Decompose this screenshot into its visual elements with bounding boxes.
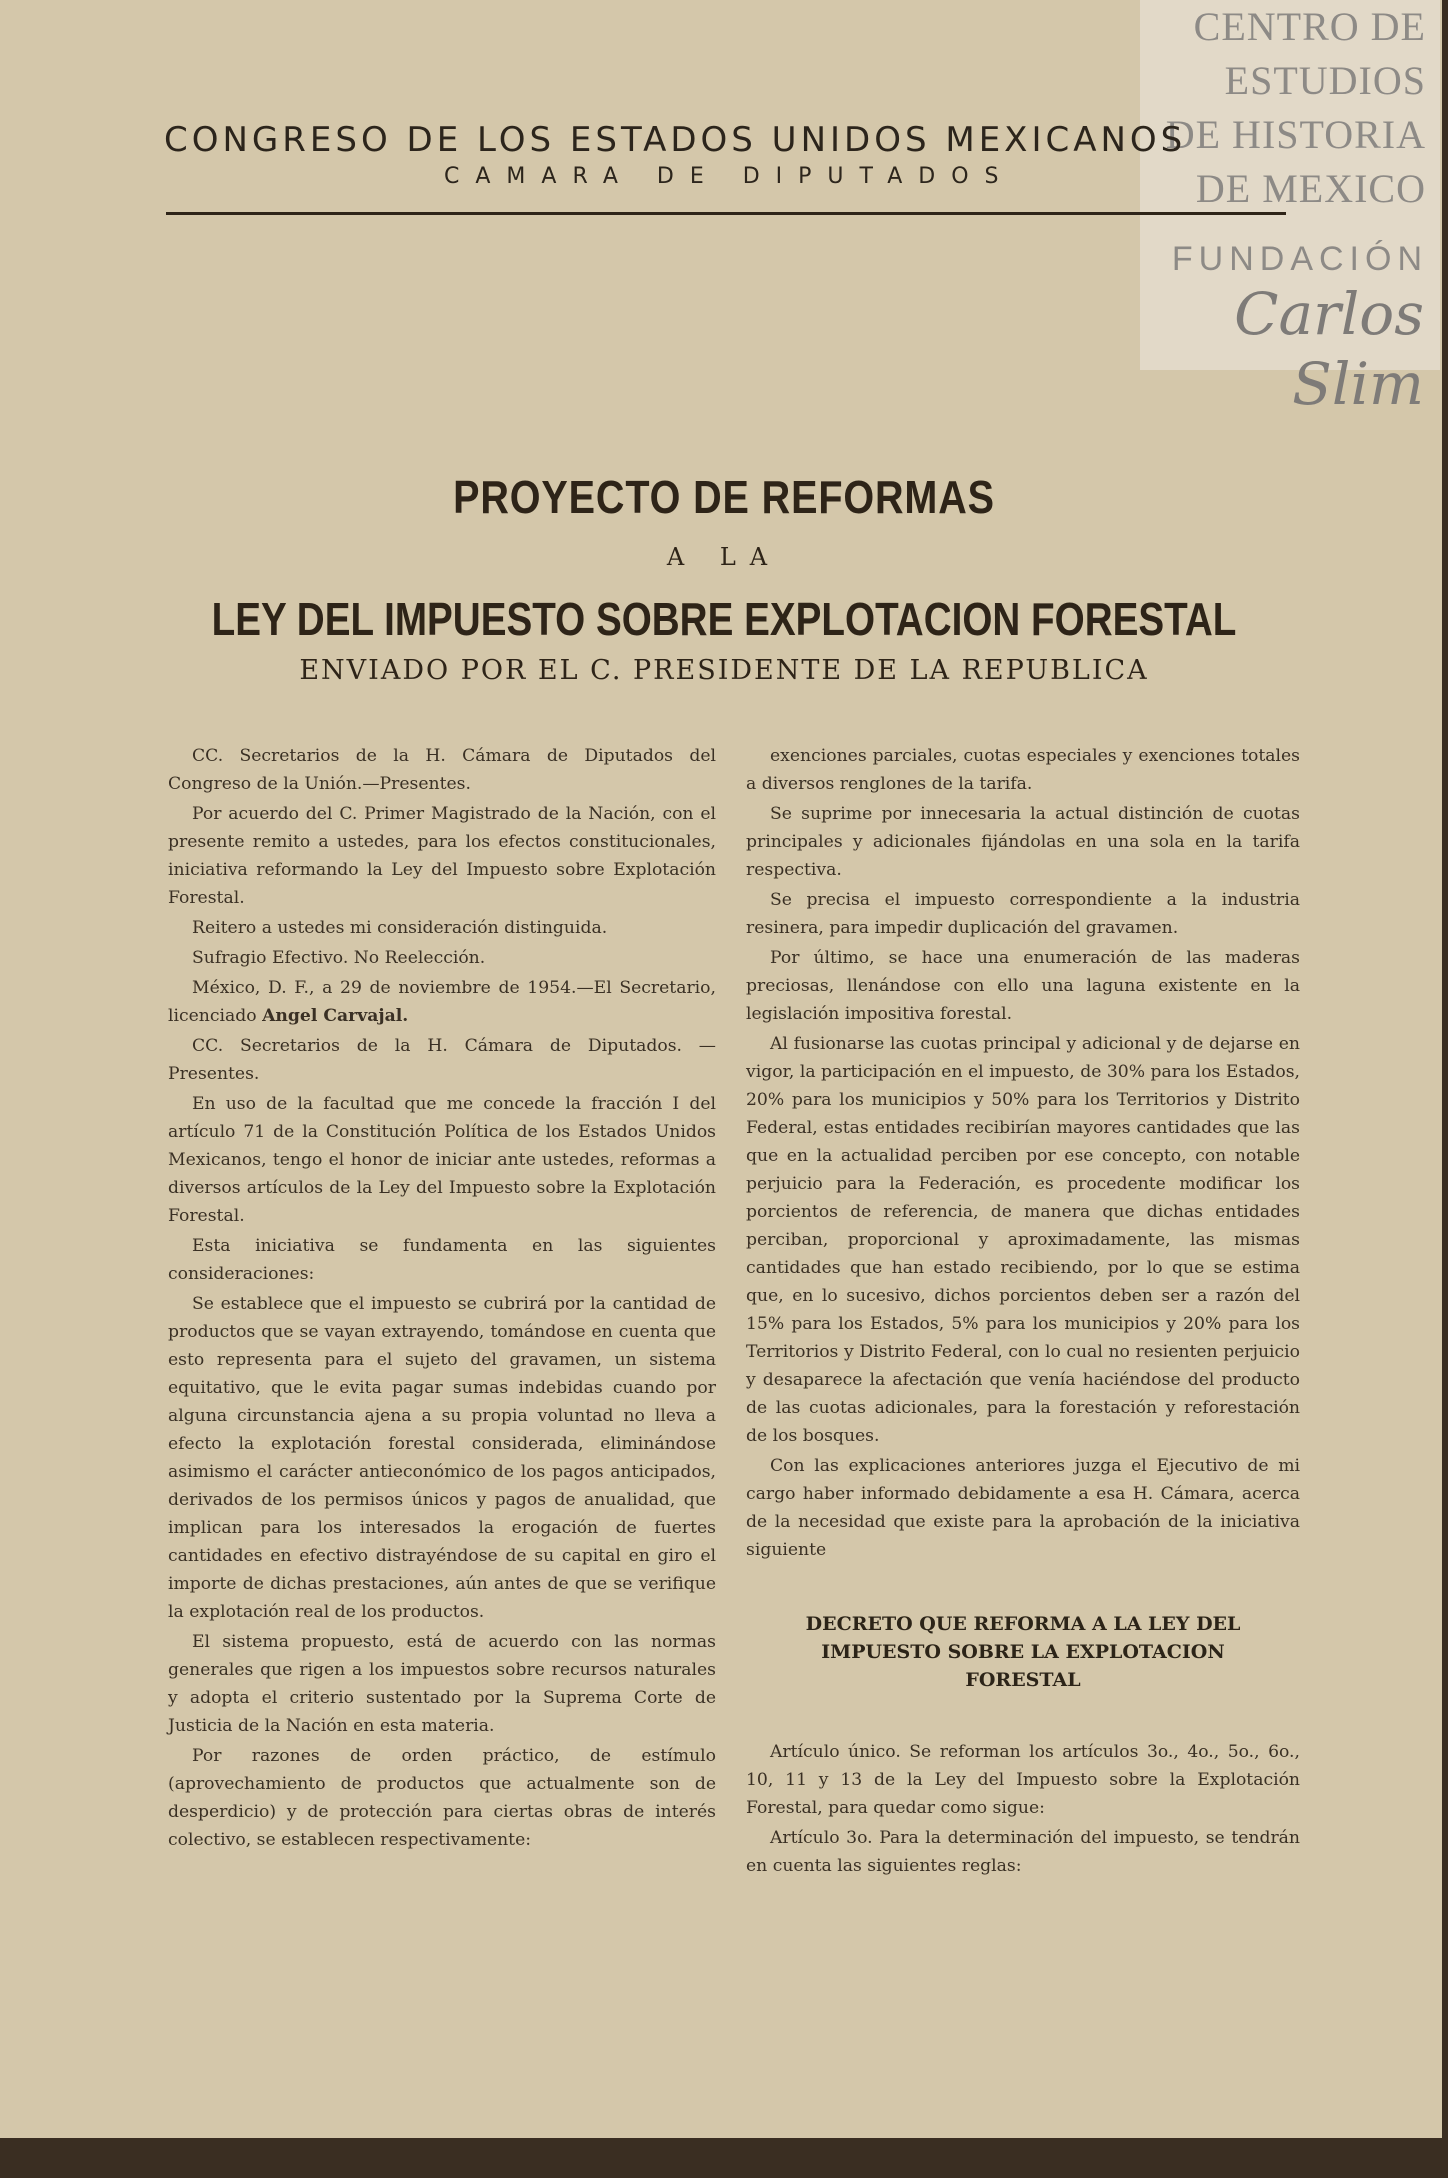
watermark-signature: Carlos Slim — [1234, 280, 1424, 418]
right-column — [746, 742, 1300, 1882]
paragraph: Por razones de orden práctico, de estímulo (aprovechamiento de productos que actualmente son de desperdicio) y de protección para ciertas obras de interés colectivo, se establecen respectivamente: — [168, 1746, 716, 1850]
paragraph: Se suprime por innecesaria la actual distinción de cuotas principales y adicionales fijándolas en una sola en la tarifa respectiva. — [746, 804, 1300, 880]
page-edge — [0, 2138, 1448, 2178]
signatory-name: Angel Carvajal. — [262, 1006, 409, 1026]
decree-title: DECRETO QUE REFORMA A LA LEY DEL IMPUESTO SOBRE LA EXPLOTACION FORESTAL — [805, 1613, 1241, 1691]
paragraph: Esta iniciativa se fundamenta en las siguientes consideraciones: — [168, 1236, 716, 1284]
paragraph: Se establece que el impuesto se cubrirá por la cantidad de productos que se vayan extrayendo, tomándose en cuenta que esto representa para el sujeto del gravamen, un sistema equitativo, que le evita pagar sumas indebidas cuando por alguna circunstancia ajena a su propia voluntad no lleva a efecto la explotación forestal considerada, eliminándose asimismo el carácter antieconómico de los pagos anticipados, derivados de los permisos únicos y pagos de anualidad, que implican para los interesados la erogación de fuertes cantidades en efectivo distrayéndose de su capital en giro el importe de dichas prestaciones, aún antes de que se verifique la explotación real de los productos. — [168, 1294, 716, 1622]
title-proyecto: PROYECTO DE REFORMAS — [453, 471, 995, 523]
paragraph: CC. Secretarios de la H. Cámara de Diputados del Congreso de la Unión.—Presentes. — [168, 746, 716, 794]
letterhead — [164, 120, 1288, 189]
paragraph: Artículo 3o. Para la determinación del impuesto, se tendrán en cuenta las siguientes reglas: — [746, 1828, 1300, 1876]
paragraph: En uso de la facultad que me concede la fracción I del artículo 71 de la Constitución Política de los Estados Unidos Mexicanos, tengo el honor de iniciar ante ustedes, reformas a diversos artículos de la Ley del Impuesto sobre la Explotación Forestal. — [168, 1094, 716, 1226]
page-edge — [1442, 0, 1448, 2178]
paragraph: Sufragio Efectivo. No Reelección. — [192, 948, 486, 968]
paragraph: CC. Secretarios de la H. Cámara de Diputados. —Presentes. — [168, 1036, 716, 1084]
paragraph: Con las explicaciones anteriores juzga el Ejecutivo de mi cargo haber informado debidamente a esa H. Cámara, acerca de la necesidad que existe para la aprobación de la iniciativa siguiente — [746, 1456, 1300, 1560]
paragraph: Al fusionarse las cuotas principal y adicional y de dejarse en vigor, la participación en el impuesto, de 30% para los Estados, 20% para los municipios y 50% para los Territorios y Distrito Federal, estas entidades recibirían mayores cantidades que las que en la actualidad perciben por ese concepto, con notable perjuicio para la Federación, es procedente modificar los porcientos de referencia, de manera que dichas entidades perciban, proporcional y aproximadamente, las mismas cantidades que han estado recibiendo, por lo que se estima que, en lo sucesivo, dichos porcientos deben ser a razón del 15% para los Estados, 5% para los municipios y 20% para los Territorios y Distrito Federal, con lo cual no resienten perjuicio y desaparece la afectación que venía haciéndose del producto de las cuotas adicionales, para la forestación y reforestación de los bosques. — [746, 1034, 1300, 1446]
left-column — [168, 742, 716, 1856]
paragraph: Reitero a ustedes mi consideración distinguida. — [192, 918, 608, 938]
watermark-line: DE HISTORIA — [1165, 112, 1426, 157]
watermark-line: DE MEXICO — [1195, 166, 1426, 211]
date-line: México, D. F., a 29 de noviembre de 1954.—El Secretario, licenciado — [168, 978, 716, 1026]
paragraph: El sistema propuesto, está de acuerdo con las normas generales que rigen a los impuestos sobre recursos naturales y adopta el criterio sustentado por la Suprema Corte de Justicia de la Nación en esta materia. — [168, 1632, 716, 1736]
paragraph: Se precisa el impuesto correspondiente a la industria resinera, para impedir duplicación del gravamen. — [746, 890, 1300, 938]
letterhead-rule — [166, 212, 1286, 215]
letterhead-camara: CAMARA DE DIPUTADOS — [444, 164, 1015, 189]
letterhead-congreso: CONGRESO DE LOS ESTADOS UNIDOS MEXICANOS — [164, 120, 1187, 160]
title-ley: LEY DEL IMPUESTO SOBRE EXPLOTACION FORESTAL — [211, 593, 1237, 645]
paragraph: Por acuerdo del C. Primer Magistrado de la Nación, con el presente remito a ustedes, para los efectos constitucionales, iniciativa reformando la Ley del Impuesto sobre Explotación Forestal. — [168, 804, 716, 908]
watermark-fundacion: FUNDACIÓN — [1171, 240, 1428, 278]
paragraph: exenciones parciales, cuotas especiales y exenciones totales a diversos renglones de la tarifa. — [746, 746, 1300, 794]
title-enviado: ENVIADO POR EL C. PRESIDENTE DE LA REPUBLICA — [299, 655, 1149, 686]
title-a-la: A LA — [666, 543, 782, 571]
paragraph: Por último, se hace una enumeración de las maderas preciosas, llenándose con ello una laguna existente en la legislación impositiva forestal. — [746, 948, 1300, 1024]
watermark-line: ESTUDIOS — [1224, 58, 1426, 103]
paragraph: Artículo único. Se reforman los artículos 3o., 4o., 5o., 6o., 10, 11 y 13 de la Ley del Impuesto sobre la Explotación Forestal, para quedar como sigue: — [746, 1742, 1300, 1818]
watermark-line: CENTRO DE — [1193, 4, 1426, 49]
paragraph — [168, 974, 716, 1030]
